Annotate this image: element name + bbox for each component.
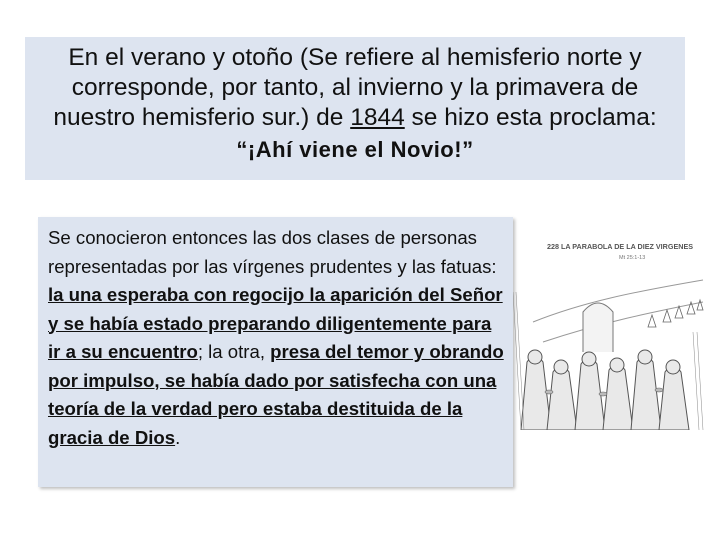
- year-1844: 1844: [350, 104, 405, 131]
- heading-text: [31, 43, 679, 133]
- proclamation: “¡Ahí viene el Novio!”: [236, 137, 474, 162]
- body-underlined-1: la una esperaba con regocijo la aparición del Señor y se había estado preparando diligentemente para ir a su encuentro: [48, 284, 503, 362]
- ten-virgins-illustration: [513, 232, 705, 430]
- heading-box: [25, 37, 685, 180]
- heading-part1: En el verano y otoño (Se refiere al hemisferio norte y corresponde, por tanto, al invierno y la primavera de nuestro hemisferio sur.) de: [53, 44, 642, 131]
- body-underlined-2: presa del temor y obrando por impulso, se había dado por satisfecha con una teoría de la verdad pero estaba destituida de la gracia de Dios: [48, 341, 504, 448]
- illustration-drawing: [513, 232, 705, 430]
- heading-part2: se hizo esta proclama:: [404, 104, 657, 131]
- body-intro: Se conocieron entonces las dos clases de personas representadas por las vírgenes prudentes y las fatuas:: [48, 227, 497, 277]
- body-text: [48, 224, 505, 452]
- body-box: [38, 217, 513, 487]
- illustration-caption: 228 LA PARABOLA DE LA DIEZ VIRGENES: [547, 242, 694, 251]
- body-sep-1: ; la otra,: [197, 341, 271, 362]
- illustration-reference: Mt 25:1-13: [619, 255, 646, 261]
- body-end: .: [175, 426, 181, 448]
